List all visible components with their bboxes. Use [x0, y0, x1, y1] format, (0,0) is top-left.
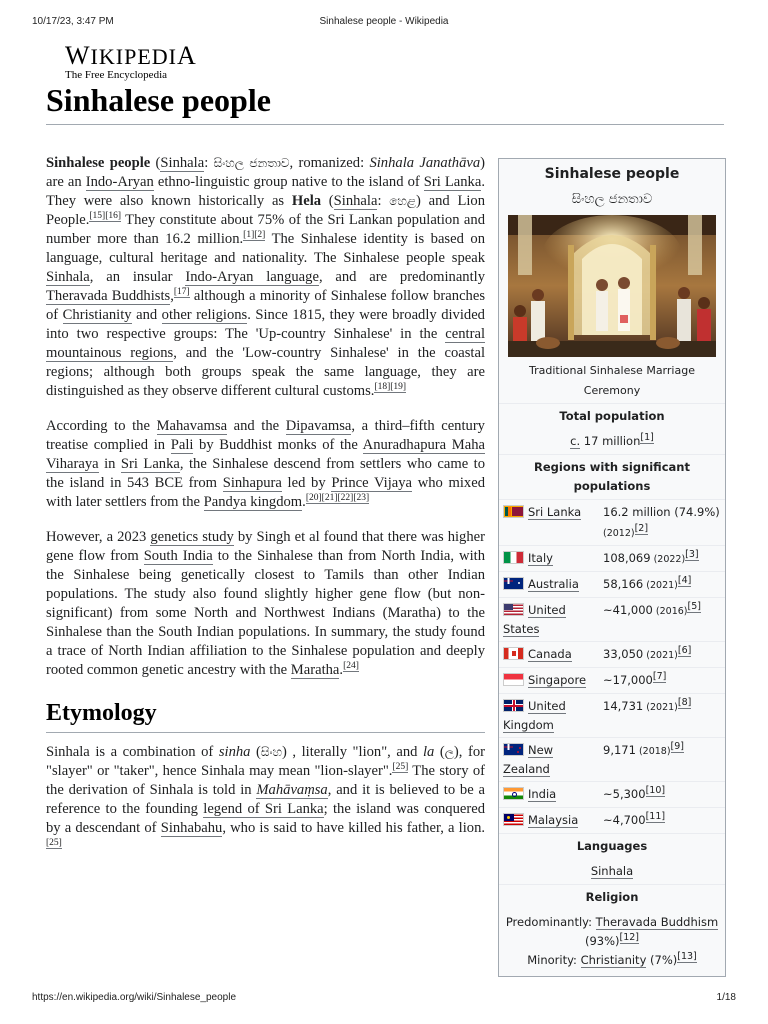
link-region-canada[interactable]: Canada	[528, 647, 572, 661]
wedding-photo-illustration	[508, 215, 716, 357]
ib-ref-2[interactable]: [2]	[634, 523, 649, 535]
link-genetics-study[interactable]: genetics study	[150, 529, 234, 545]
link-region-australia[interactable]: Australia	[528, 577, 579, 591]
malaysia-flag-icon	[503, 813, 524, 826]
india-flag-icon	[503, 787, 524, 800]
print-url: https://en.wikipedia.org/wiki/Sinhalese_people	[32, 992, 237, 1003]
ib-ref-12[interactable]: [12]	[619, 932, 640, 944]
ref-23[interactable]: [23]	[353, 493, 370, 504]
link-christianity[interactable]: Christianity	[62, 307, 132, 323]
wikipedia-logo[interactable]	[65, 41, 197, 81]
ib-ref-13[interactable]: [13]	[677, 951, 697, 963]
ref-24[interactable]: [24]	[343, 661, 359, 672]
region-row-canada: Canada 33,050 (2021)[6]	[499, 641, 725, 667]
canada-flag-icon	[503, 647, 524, 660]
singapore-flag-icon	[503, 673, 524, 686]
link-sinhala[interactable]: Sinhala	[160, 155, 205, 171]
link-maratha[interactable]: Maratha	[290, 662, 340, 678]
link-sri-lanka-2[interactable]: Sri Lanka	[120, 456, 180, 472]
link-mahavamsa-2[interactable]: Mahāvaṃsa	[256, 782, 328, 798]
languages-heading: Languages	[499, 833, 725, 859]
ib-ref-3[interactable]: [3]	[685, 549, 699, 561]
united-states-flag-icon	[503, 603, 524, 616]
link-theravada-buddhists[interactable]: Theravada Buddhists	[46, 288, 171, 304]
ib-ref-10[interactable]: [10]	[645, 785, 666, 797]
ref-19[interactable]: [19]	[390, 382, 407, 393]
native-name: සිංහල ජනතාව	[213, 156, 290, 170]
link-region-malaysia[interactable]: Malaysia	[528, 813, 579, 827]
regions-heading: Regions with significant populations	[499, 454, 725, 499]
print-page-title: Sinhalese people - Wikipedia	[319, 16, 449, 27]
link-central-mountainous-regions[interactable]: central mountainous regions	[46, 326, 485, 361]
link-pandya-kingdom[interactable]: Pandya kingdom	[203, 494, 303, 510]
ib-ref-5[interactable]: [5]	[687, 601, 701, 613]
ref-15[interactable]: [15]	[89, 211, 106, 222]
print-page-number: 1/18	[716, 992, 736, 1003]
infobox	[498, 158, 726, 977]
link-region-italy[interactable]: Italy	[528, 551, 553, 565]
region-row-united-kingdom: United Kingdom 14,731 (2021)[8]	[499, 693, 725, 737]
link-region-india[interactable]: India	[528, 787, 557, 801]
languages-value	[499, 859, 725, 884]
link-pali[interactable]: Pali	[170, 437, 194, 453]
wedding-ceremony-image[interactable]	[508, 215, 716, 357]
link-region-singapore[interactable]: Singapore	[528, 673, 587, 687]
intro-paragraph-1: Sinhalese people (Sinhala: සිංහල ජනතාව, romanized: Sinhala Janathāva) are an Indo-Aryan ethno-linguistic group native to the island of Sri Lanka. They were also known historically as Hela (Sinhala: හෙළ) and Lion People.[15][16] They constitute about 75% of the Sri Lankan population and number more than 16.2 million.[1][2] The Sinhalese identity is based on language, cultural heritage and nationality. The Sinhalese people speak Sinhala, an insular Indo-Aryan language, and are predominantly Theravada Buddhists,[17] although a minority of Sinhalese follow branches of Christianity and other religions. Since 1815, they were broadly divided into two respective groups: The 'Up-country Sinhalese' in the central mountainous regions, and the 'Low-country Sinhalese' in the coastal regions; although both groups speak the same language, they are distinguished as they observe different cultural customs.[18][19]	[46, 155, 486, 399]
region-row-india: India ~5,300[10]	[499, 781, 725, 807]
ib-ref-9[interactable]: [9]	[670, 741, 685, 753]
wikipedia-tagline: The Free Encyclopedia	[65, 69, 168, 81]
ref-25-b[interactable]: [25]	[46, 838, 62, 849]
section-heading-etymology: Etymology	[46, 696, 485, 733]
link-language-sinhala[interactable]: Sinhala	[590, 864, 634, 878]
ib-ref-4[interactable]: [4]	[677, 575, 692, 587]
link-theravada-buddhism[interactable]: Theravada Buddhism	[595, 915, 719, 929]
ref-20[interactable]: [20]	[305, 493, 322, 504]
religion-value: Predominantly: Theravada Buddhism (93%)[12] Minority: Christianity (7%)[13]	[505, 915, 719, 967]
link-anuradhapura-maha-viharaya[interactable]: Anuradhapura Maha Viharaya	[46, 437, 485, 472]
print-header	[0, 16, 768, 32]
ib-ref-8[interactable]: [8]	[677, 697, 692, 709]
ib-ref-7[interactable]: [7]	[652, 671, 667, 683]
total-population-heading: Total population	[499, 403, 725, 429]
intro-paragraph-2: According to the Mahavamsa and the Dipavamsa, a third–fifth century treatise complied in Pali by Buddhist monks of the Anuradhapura Maha Viharaya in Sri Lanka, the Sinhalese descend from settlers who came to the island in 543 BCE from Sinhapura led by Prince Vijaya who mixed with later settlers from the Pandya kingdom.[20][21][22][23]	[46, 418, 485, 510]
region-row-australia: Australia 58,166 (2021)[4]	[499, 571, 725, 597]
ref-22[interactable]: [22]	[337, 493, 354, 504]
italy-flag-icon	[503, 551, 524, 564]
link-other-religions[interactable]: other religions	[161, 307, 248, 323]
page-title: Sinhalese people	[46, 82, 271, 118]
region-row-new-zealand: New Zealand 9,171 (2018)[9]	[499, 737, 725, 781]
region-row-singapore: Singapore ~17,000[7]	[499, 667, 725, 693]
article-content	[46, 154, 485, 873]
link-sinhala-language[interactable]: Sinhala	[46, 269, 90, 285]
religion-heading: Religion	[499, 884, 725, 910]
region-row-sri-lanka: Sri Lanka 16.2 million (74.9%) (2012)[2]	[499, 499, 725, 545]
ref-21[interactable]: [21]	[321, 493, 338, 504]
link-mahavamsa[interactable]: Mahavamsa	[156, 418, 228, 434]
link-indo-aryan[interactable]: Indo-Aryan	[85, 174, 154, 190]
link-dipavamsa[interactable]: Dipavamsa	[285, 418, 352, 434]
region-row-united-states: United States ~41,000 (2016)[5]	[499, 597, 725, 641]
link-region-sri-lanka[interactable]: Sri Lanka	[528, 505, 582, 519]
ib-ref-1[interactable]: [1]	[640, 432, 654, 444]
ref-18[interactable]: [18]	[374, 382, 391, 393]
ref-1[interactable]: [1]	[243, 230, 255, 241]
link-indo-aryan-language[interactable]: Indo-Aryan language	[185, 269, 319, 285]
hela-term: Hela	[291, 193, 322, 209]
link-circa[interactable]: c.	[570, 434, 581, 448]
ib-ref-6[interactable]: [6]	[677, 645, 692, 657]
new-zealand-flag-icon	[503, 743, 524, 756]
ref-17[interactable]: [17]	[173, 287, 190, 298]
ref-25[interactable]: [25]	[392, 762, 409, 773]
link-sinhala-2[interactable]: Sinhala	[333, 193, 378, 209]
infobox-native-name: සිංහල ජනතාව	[571, 192, 653, 207]
wikipedia-wordmark: WIKIPEDIA	[65, 41, 197, 70]
ref-16[interactable]: [16]	[105, 211, 122, 222]
etymology-paragraph: Sinhala is a combination of sinha (සිංහ) , literally "lion", and la (ල), for "slayer" or "taker", hence Sinhala may mean "lion-slayer".[25] The story of the derivation of Sinhala is told in Mahāvaṃsa, and it is believed to be a reference to the founding legend of Sri Lanka; the island was conquered by a descendant of Sinhabahu, who is said to have killed his father, a lion.[25]	[46, 744, 486, 849]
australia-flag-icon	[503, 577, 524, 590]
link-sinhabahu[interactable]: Sinhabahu	[160, 820, 223, 836]
infobox-image-caption: Traditional Sinhalese Marriage Ceremony	[529, 364, 695, 397]
sri-lanka-flag-icon	[503, 505, 524, 518]
ib-ref-11[interactable]: [11]	[645, 811, 666, 823]
ref-2[interactable]: [2]	[254, 230, 266, 241]
link-region-new-zealand[interactable]: New Zealand	[503, 743, 554, 776]
infobox-title: Sinhalese people	[544, 166, 680, 182]
link-south-india[interactable]: South India	[143, 548, 213, 564]
link-legend-of-sri-lanka[interactable]: legend of Sri Lanka	[203, 801, 324, 817]
region-row-malaysia: Malaysia ~4,700[11]	[499, 807, 725, 833]
lead-bold-term: Sinhalese people	[46, 155, 151, 171]
title-divider	[46, 124, 724, 125]
romanized-name: Sinhala Janathāva	[369, 155, 481, 171]
total-population-value: c. 17 million[1]	[570, 432, 654, 448]
native-hela: හෙළ	[389, 194, 417, 208]
link-christianity-infobox[interactable]: Christianity	[580, 953, 647, 967]
link-sinhapura[interactable]: Sinhapura	[222, 475, 282, 491]
link-prince-vijaya[interactable]: Prince Vijaya	[331, 475, 413, 491]
print-date: 10/17/23, 3:47 PM	[32, 16, 114, 27]
link-region-united-states[interactable]: United States	[503, 603, 566, 636]
link-region-united-kingdom[interactable]: United Kingdom	[503, 699, 566, 732]
united-kingdom-flag-icon	[503, 699, 524, 712]
intro-paragraph-3: However, a 2023 genetics study by Singh et al found that there was higher gene flow from South India to the Sinhalese than from North India, with the Sinhalese being genetically closest to Tamils than other Indian populations. The study also found slightly higher gene flow (but non-significant) from some North and Northwest Indians (Maratha) to the Sinhalese than the South Indian populations. In summary, the study found a trace of North Indian affiliation to the Sinhalese population and deeply rooted common genetic ancestry with the Maratha.[24]	[46, 529, 486, 678]
link-sri-lanka[interactable]: Sri Lanka	[423, 174, 482, 190]
region-row-italy: Italy 108,069 (2022)[3]	[499, 545, 725, 571]
